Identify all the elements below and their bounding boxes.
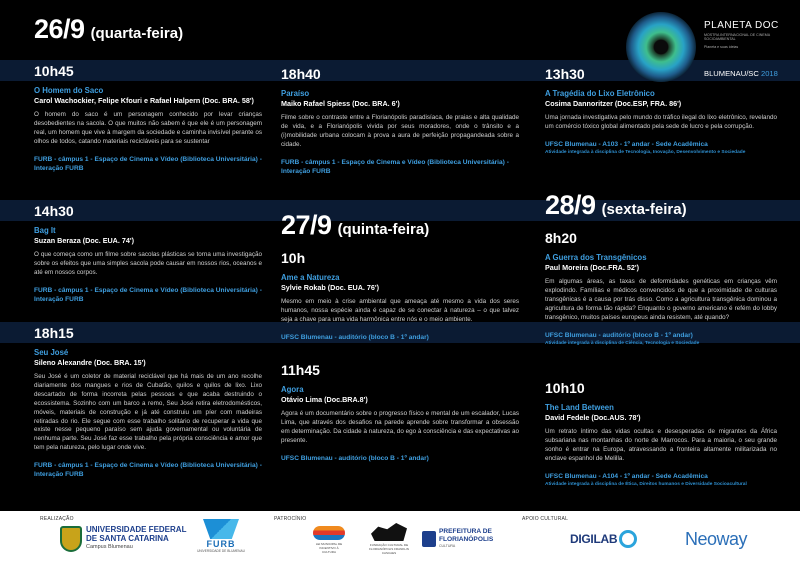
- session-location: FURB - câmpus 1 - Espaço de Cinema e Vídeo (Biblioteca Universitária) - Interação FURB: [34, 462, 262, 479]
- label-patrocinio: PATROCÍNIO: [274, 516, 307, 522]
- session-description: Mesmo em meio à crise ambiental que ameaça até mesmo a vida dos seres humanos, nossa espécie ainda é capaz de se conectar à natureza – o que talvez seja a chave para uma vida harmônica entre nós e o meio ambiente.: [281, 298, 519, 323]
- session-location: UFSC Blumenau - auditório (bloco B - 1º andar): [281, 454, 429, 462]
- session-title: Seu José: [34, 348, 69, 357]
- session-author: Sylvie Rokab (Doc. EUA. 76'): [281, 283, 379, 292]
- digilab-logo: [570, 530, 680, 548]
- session-location: FURB - câmpus 1 - Espaço de Cinema e Vídeo (Biblioteca Universitária) - Interação FURB: [34, 155, 262, 172]
- brand-city: BLUMENAU/SC: [704, 69, 759, 78]
- session-description: Filme sobre o contraste entre a Florianópolis paradisíaca, de praias e alta qualidade de vida, e a Florianópolis vivida por seus moradores, onde o trânsito e a (i)mobilidade urbana colocam à prova a aura de perfeição propagandeada sobre a cidade.: [281, 114, 519, 148]
- session-author: Cosima Dannoritzer (Doc.ESP, FRA. 86'): [545, 99, 682, 108]
- session-location: UFSC Blumenau - auditório (bloco B - 1º andar): [545, 331, 693, 339]
- session-author: Suzan Beraza (Doc. EUA. 74'): [34, 236, 134, 245]
- session-note: Atividade integrada à disciplina de Ética, Direitos humanos e Diversidade Socioacultural: [545, 481, 747, 487]
- sponsor-footer: [0, 511, 800, 565]
- franklin-cascaes-mark-icon: [371, 523, 407, 541]
- session-author: Maiko Rafael Spiess (Doc. BRA. 6'): [281, 99, 400, 108]
- date-header-26: [34, 14, 183, 45]
- ufsc-line3: Campus Blumenau: [86, 544, 133, 550]
- date-26: 26/9: [34, 14, 85, 44]
- pref-line1: PREFEITURA DE: [439, 528, 492, 535]
- date-header-28: [545, 190, 687, 221]
- session-title: Agora: [281, 385, 304, 394]
- brand-year: 2018: [760, 69, 778, 78]
- session-entry: [34, 226, 262, 304]
- ufsc-line2: DE SANTA CATARINA: [86, 534, 169, 543]
- digilab-text: DIGILAB: [570, 532, 618, 546]
- session-description: O homem do saco é um personagem conhecido por levar crianças desobedientes na sacola. O que muitos não sabem é que ele é um personagem real, um homem que vive à margem da sociedade e caminha invisível perante os olhos de todos, catando materiais recicláveis para se sustentar: [34, 111, 262, 145]
- session-entry: [34, 348, 262, 479]
- brand-place: [704, 69, 779, 78]
- session-title: A Tragédia do Lixo Eletrônico: [545, 89, 655, 98]
- session-title: Paraíso: [281, 89, 310, 98]
- session-author: Carol Wachockier, Felipe Kfouri e Rafael Halpern (Doc. BRA. 58'): [34, 96, 254, 105]
- session-time: 11h45: [281, 362, 320, 378]
- session-time: 10h10: [545, 380, 585, 396]
- session-description: Agora é um documentário sobre o progresso físico e mental de um escalador, Lucas Lima, que através dos desafios na parede aprende sobre transformar a obsessão em determinação. Da cidade à natureza, do ego à consciência e das expectativas ao presente.: [281, 410, 519, 444]
- prefeitura-crest-icon: [422, 531, 436, 547]
- session-entry: [545, 253, 777, 347]
- session-title: O Homem do Saco: [34, 86, 104, 95]
- date-28: 28/9: [545, 190, 596, 220]
- session-time: 8h20: [545, 230, 577, 246]
- session-time: 14h30: [34, 203, 74, 219]
- session-title: The Land Between: [545, 403, 614, 412]
- ufsc-crest-icon: [60, 526, 82, 552]
- session-entry: [545, 403, 777, 488]
- session-entry: [281, 273, 519, 342]
- digilab-ring-icon: [619, 530, 637, 548]
- furb-mark-icon: [203, 519, 239, 539]
- session-entry: [281, 89, 519, 176]
- label-realizacao: REALIZAÇÃO: [40, 516, 74, 522]
- session-location: UFSC Blumenau - A103 - 1º andar - Sede Acadêmica: [545, 140, 708, 148]
- label-apoio: APOIO CULTURAL: [522, 516, 569, 522]
- pref-line3: CULTURA: [439, 544, 456, 548]
- session-description: O que começa como um filme sobre sacolas plásticas se torna uma investigação sobre os efeitos que uma simples sacola pode causar em nossos rios, oceanos e até em nossos corpos.: [34, 251, 262, 276]
- session-entry: [545, 89, 777, 156]
- franklin-cascaes-logo: [363, 523, 415, 555]
- furb-sub: UNIVERSIDADE DE BLUMENAU: [197, 549, 245, 553]
- session-author: David Fedele (Doc.AUS. 78'): [545, 413, 641, 422]
- prefeitura-logo: [422, 528, 512, 551]
- session-time: 10h: [281, 250, 306, 266]
- brand-sub: Planeta e suas ideias: [704, 45, 739, 49]
- date-header-27: [281, 210, 429, 241]
- ufsc-line1: UNIVERSIDADE FEDERAL: [86, 525, 187, 534]
- furb-name: FURB: [206, 539, 236, 549]
- weekday-27: (quinta-feira): [337, 221, 430, 238]
- session-entry: [34, 86, 262, 173]
- session-title: Ame a Natureza: [281, 273, 340, 282]
- brand-name: PLANETA DOC: [704, 20, 779, 31]
- neoway-logo: Neoway: [685, 529, 748, 549]
- session-location: FURB - câmpus 1 - Espaço de Cinema e Vídeo (Biblioteca Universitária) - Interação FURB: [281, 158, 509, 175]
- date-27: 27/9: [281, 210, 332, 240]
- planeta-doc-eye-logo: [626, 12, 696, 82]
- brand-tagline: MOSTRA INTERNACIONAL DE CINEMA SOCIOAMBIENTAL: [704, 33, 770, 41]
- brand-block: [704, 20, 779, 78]
- session-note: Atividade integrada à disciplina de Ciência, Tecnologia e Sociedade: [545, 340, 700, 346]
- session-description: Seu José é um coletor de material reciclável que há mais de um ano recolhe diariamente dos mangues e rios de Cubatão, quilos e quilos de lixo. Lixo descartado de forma incorreta pelas pessoas e que acaba destruindo o ecossistema. Sozinho com um barco a remo, Seu José retira eletrodomésticos, móveis, materiais de construção e já até construiu um píer com madeiras retiradas do rio. Ele segue com esse trabalho solitário de recuperar a vida que existe nesse pequeno paraíso sem ajuda governamental ou voluntária de nenhuma parte. Seu José faz esse trabalho pela própria consciência e amor que tem pela natureza, pelo lugar onde vive.: [34, 373, 262, 452]
- session-title: Bag It: [34, 226, 56, 235]
- furb-logo: [197, 519, 245, 553]
- fundacao-text: FUNDAÇÃO CULTURAL DE FLORIANÓPOLIS FRANKLIN CASCAES: [369, 543, 409, 555]
- lemar-mark-icon: [313, 526, 345, 540]
- lemar-logo: [313, 526, 345, 554]
- session-time: 18h15: [34, 325, 74, 341]
- session-time: 10h45: [34, 63, 74, 79]
- session-location: UFSC Blumenau - auditório (bloco B - 1º andar): [281, 333, 429, 341]
- weekday-26: (quarta-feira): [90, 25, 184, 42]
- session-time: 18h40: [281, 66, 321, 82]
- session-description: Um retrato íntimo das vidas ocultas e desesperadas de migrantes da África subsariana nas montanhas do norte de Marrocos. Para a maioria, o seu grande sonho é entrar na Europa, atravessando a fronteira altamente militarizada no enclave espanhol de Melilla.: [545, 428, 777, 462]
- session-author: Paul Moreira (Doc.FRA. 52'): [545, 263, 639, 272]
- session-note: Atividade integrada à disciplina de Tecnologia, Inovação, Desenvolvimento e Sociedade: [545, 149, 746, 155]
- pref-line2: FLORIANÓPOLIS: [439, 535, 494, 543]
- session-description: Em algumas áreas, as taxas de deformidades genéticas em crianças vêm explodindo. Famílias e médicos convencidos de que a proximidade de culturas transgênicas é a causa por trás disso. Como a agricultura transgênica dominou a agricultura de forma tão rápida? Enquanto o governo americano é refém do lobby transgênico, muitos países europeus ainda resistem, até quando?: [545, 278, 777, 321]
- session-entry: [281, 385, 519, 463]
- session-location: UFSC Blumenau - A104 - 1º andar - Sede Acadêmica: [545, 472, 708, 480]
- session-title: A Guerra dos Transgênicos: [545, 253, 647, 262]
- session-location: FURB - câmpus 1 - Espaço de Cinema e Vídeo (Biblioteca Universitária) - Interação FURB: [34, 286, 262, 303]
- session-author: Sileno Alexandre (Doc. BRA. 15'): [34, 358, 146, 367]
- lemar-text: LEI MUNICIPAL DE INCENTIVO À CULTURA: [315, 542, 343, 554]
- weekday-28: (sexta-feira): [601, 201, 687, 218]
- session-author: Otávio Lima (Doc.BRA.8'): [281, 395, 368, 404]
- session-description: Uma jornada investigativa pelo mundo do tráfico ilegal do lixo eletrônico, revelando um comércio tóxico global alimentado pela sede de lucro e pela corrupção.: [545, 114, 777, 130]
- session-time: 13h30: [545, 66, 585, 82]
- ufsc-logo: [60, 525, 186, 552]
